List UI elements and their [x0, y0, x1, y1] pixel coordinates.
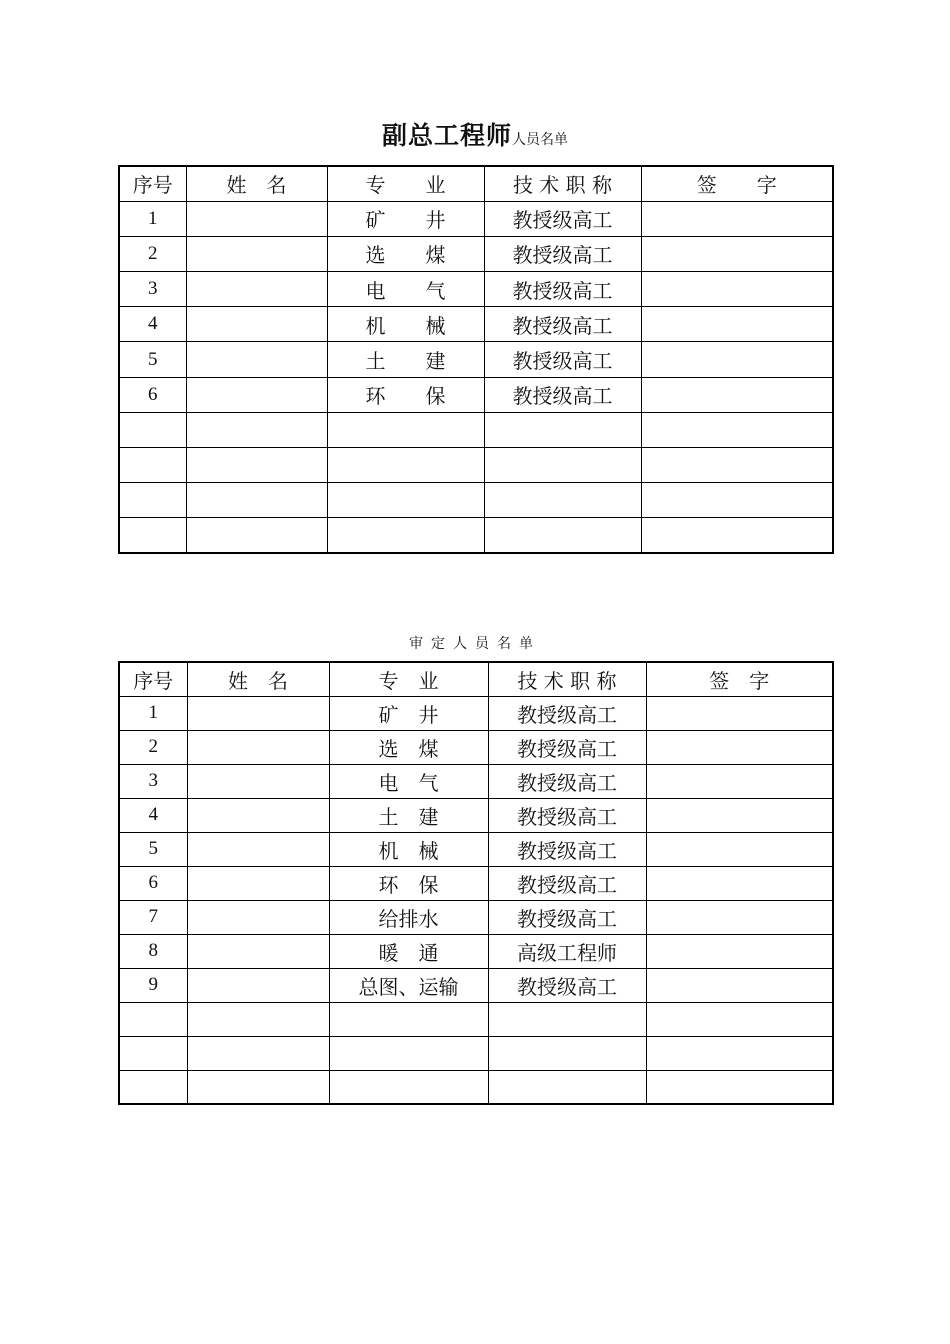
table-row [119, 342, 833, 377]
cell-major: 土 建 [327, 342, 484, 377]
cell-number [119, 412, 186, 447]
cell-number: 5 [119, 832, 187, 866]
cell-tech-title: 教授级高工 [484, 272, 641, 307]
cell-number [119, 483, 186, 518]
cell-major [327, 483, 484, 518]
cell-major: 机 械 [327, 307, 484, 342]
table-row [119, 730, 833, 764]
cell-name[interactable] [186, 412, 327, 447]
cell-number: 7 [119, 900, 187, 934]
cell-number [119, 448, 186, 483]
cell-major [327, 518, 484, 553]
cell-name[interactable] [186, 342, 327, 377]
table-row [119, 201, 833, 236]
table-row [119, 866, 833, 900]
cell-number [119, 518, 186, 553]
column-header-name: 姓 名 [187, 662, 329, 696]
cell-signature[interactable] [646, 1036, 833, 1070]
cell-tech-title: 教授级高工 [484, 342, 641, 377]
table-row [119, 832, 833, 866]
cell-tech-title: 教授级高工 [488, 764, 646, 798]
cell-major: 暖 通 [329, 934, 488, 968]
column-header-tech-title: 技 术 职 称 [484, 166, 641, 201]
table-row [119, 1070, 833, 1104]
table-header-row [119, 662, 833, 696]
table-row [119, 798, 833, 832]
cell-signature[interactable] [641, 483, 833, 518]
table-row [119, 696, 833, 730]
cell-tech-title: 教授级高工 [488, 900, 646, 934]
table-body [119, 662, 833, 1104]
table-body [119, 166, 833, 553]
cell-number: 3 [119, 764, 187, 798]
cell-major: 土 建 [329, 798, 488, 832]
deputy-chief-engineer-table [118, 165, 834, 554]
title-suffix: 人员名单 [512, 132, 568, 148]
cell-number: 3 [119, 272, 186, 307]
cell-number: 4 [119, 798, 187, 832]
cell-signature[interactable] [641, 272, 833, 307]
cell-tech-title: 教授级高工 [488, 866, 646, 900]
cell-tech-title [488, 1002, 646, 1036]
cell-major: 环 保 [329, 866, 488, 900]
column-header-name: 姓 名 [186, 166, 327, 201]
cell-name[interactable] [187, 934, 329, 968]
cell-tech-title: 教授级高工 [488, 696, 646, 730]
table-row [119, 272, 833, 307]
cell-number: 8 [119, 934, 187, 968]
table-row [119, 764, 833, 798]
cell-signature[interactable] [641, 201, 833, 236]
table-row [119, 448, 833, 483]
table-row [119, 934, 833, 968]
cell-signature[interactable] [641, 448, 833, 483]
cell-tech-title: 高级工程师 [488, 934, 646, 968]
cell-name[interactable] [187, 1036, 329, 1070]
cell-name[interactable] [186, 518, 327, 553]
cell-tech-title: 教授级高工 [488, 832, 646, 866]
cell-name[interactable] [187, 900, 329, 934]
cell-number: 9 [119, 968, 187, 1002]
cell-major [329, 1070, 488, 1104]
cell-major: 选 煤 [327, 236, 484, 271]
reviewer-table [118, 661, 834, 1105]
cell-number [119, 1002, 187, 1036]
cell-tech-title [488, 1036, 646, 1070]
cell-name[interactable] [186, 307, 327, 342]
cell-number [119, 1070, 187, 1104]
cell-tech-title: 教授级高工 [484, 236, 641, 271]
cell-name[interactable] [187, 798, 329, 832]
cell-number: 6 [119, 866, 187, 900]
cell-signature[interactable] [646, 1070, 833, 1104]
cell-tech-title [484, 483, 641, 518]
column-header-number: 序号 [119, 166, 186, 201]
cell-major [327, 412, 484, 447]
column-header-tech-title: 技 术 职 称 [488, 662, 646, 696]
title-main: 副总工程师 [381, 121, 512, 150]
cell-signature[interactable] [646, 764, 833, 798]
cell-tech-title: 教授级高工 [484, 377, 641, 412]
cell-signature[interactable] [646, 968, 833, 1002]
cell-tech-title: 教授级高工 [488, 798, 646, 832]
table-row [119, 518, 833, 553]
column-header-signature: 签 字 [646, 662, 833, 696]
cell-major [329, 1036, 488, 1070]
cell-number: 2 [119, 236, 186, 271]
table-row [119, 900, 833, 934]
cell-signature[interactable] [646, 900, 833, 934]
cell-major: 总图、运输 [329, 968, 488, 1002]
cell-major: 环 保 [327, 377, 484, 412]
cell-number: 5 [119, 342, 186, 377]
cell-name[interactable] [186, 272, 327, 307]
cell-signature[interactable] [646, 866, 833, 900]
cell-signature[interactable] [641, 377, 833, 412]
cell-name[interactable] [187, 764, 329, 798]
cell-tech-title: 教授级高工 [488, 730, 646, 764]
cell-name[interactable] [187, 1070, 329, 1104]
cell-name[interactable] [186, 377, 327, 412]
cell-name[interactable] [186, 483, 327, 518]
cell-tech-title: 教授级高工 [488, 968, 646, 1002]
table-row [119, 1002, 833, 1036]
cell-signature[interactable] [646, 832, 833, 866]
cell-signature[interactable] [646, 730, 833, 764]
table-row [119, 1036, 833, 1070]
cell-signature[interactable] [646, 798, 833, 832]
cell-major: 电 气 [327, 272, 484, 307]
cell-major: 选 煤 [329, 730, 488, 764]
cell-number: 1 [119, 696, 187, 730]
cell-signature[interactable] [646, 696, 833, 730]
cell-tech-title: 教授级高工 [484, 307, 641, 342]
table-row [119, 236, 833, 271]
cell-signature[interactable] [641, 412, 833, 447]
column-header-number: 序号 [119, 662, 187, 696]
cell-number: 6 [119, 377, 186, 412]
cell-tech-title [484, 448, 641, 483]
cell-tech-title [484, 412, 641, 447]
cell-name[interactable] [187, 696, 329, 730]
column-header-signature: 签 字 [641, 166, 833, 201]
roster-title-deputy-chief-engineers [0, 116, 950, 152]
cell-major [327, 448, 484, 483]
cell-tech-title [484, 518, 641, 553]
cell-major: 矿 井 [327, 201, 484, 236]
column-header-major: 专 业 [329, 662, 488, 696]
table-row [119, 412, 833, 447]
cell-name[interactable] [186, 448, 327, 483]
table-row [119, 483, 833, 518]
cell-number [119, 1036, 187, 1070]
cell-major: 电 气 [329, 764, 488, 798]
table-row [119, 307, 833, 342]
cell-signature[interactable] [641, 307, 833, 342]
cell-signature[interactable] [641, 342, 833, 377]
cell-number: 4 [119, 307, 186, 342]
cell-name[interactable] [186, 201, 327, 236]
cell-signature[interactable] [646, 934, 833, 968]
cell-signature[interactable] [646, 1002, 833, 1036]
cell-major: 给排水 [329, 900, 488, 934]
cell-name[interactable] [187, 730, 329, 764]
cell-signature[interactable] [641, 236, 833, 271]
cell-name[interactable] [187, 832, 329, 866]
cell-name[interactable] [187, 1002, 329, 1036]
column-header-major: 专 业 [327, 166, 484, 201]
cell-tech-title: 教授级高工 [484, 201, 641, 236]
cell-number: 2 [119, 730, 187, 764]
table-row [119, 968, 833, 1002]
cell-major: 矿 井 [329, 696, 488, 730]
cell-name[interactable] [186, 236, 327, 271]
cell-major: 机 械 [329, 832, 488, 866]
cell-major [329, 1002, 488, 1036]
table-header-row [119, 166, 833, 201]
cell-tech-title [488, 1070, 646, 1104]
table-row [119, 377, 833, 412]
cell-name[interactable] [187, 968, 329, 1002]
cell-number: 1 [119, 201, 186, 236]
cell-name[interactable] [187, 866, 329, 900]
cell-signature[interactable] [641, 518, 833, 553]
roster-title-reviewers: 审定人员名单 [409, 636, 541, 652]
